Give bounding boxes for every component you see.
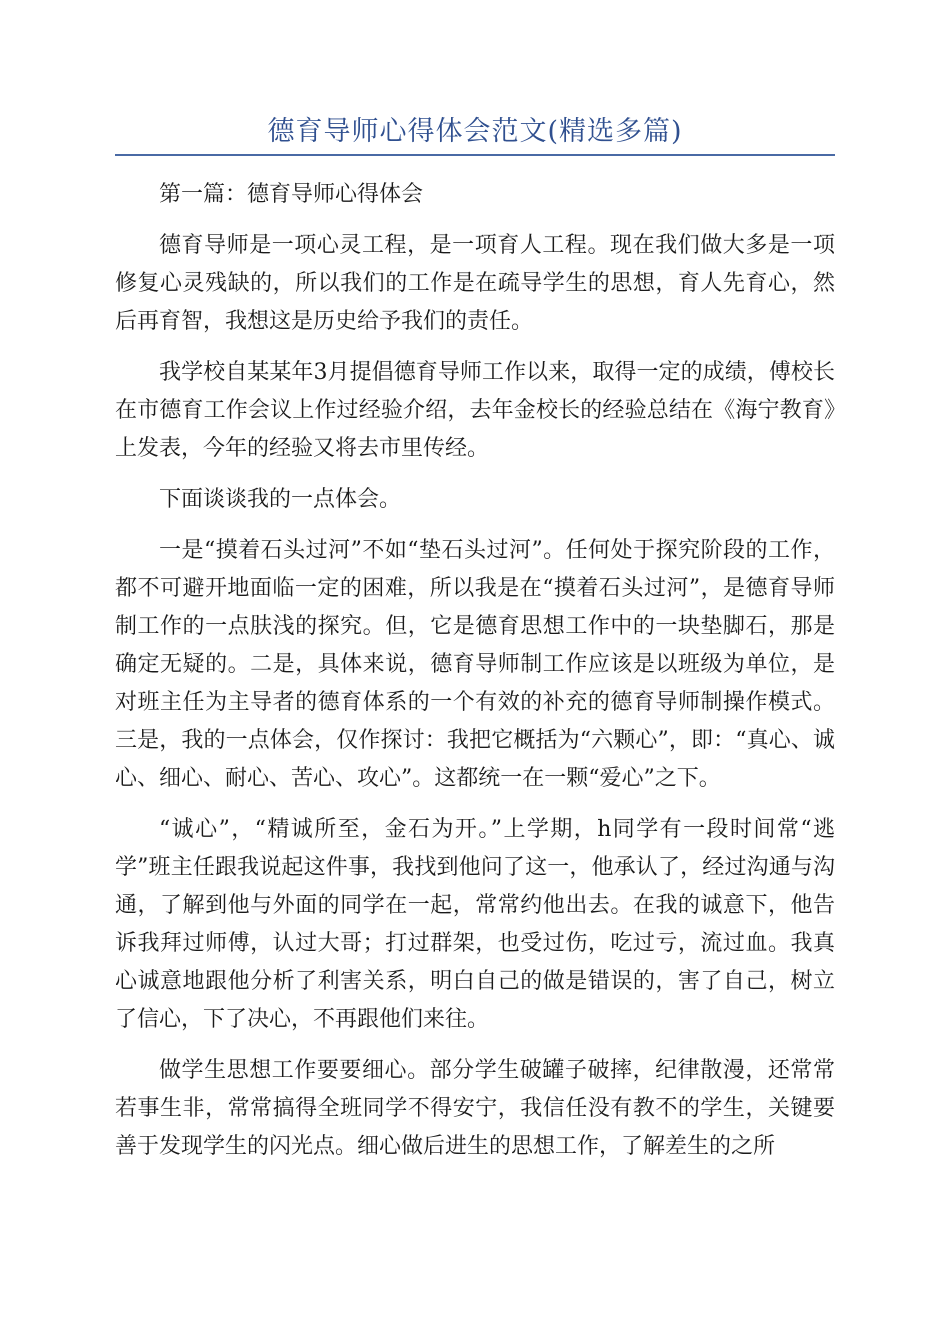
- paragraph: 一是“摸着石头过河”不如“垫石头过河”。任何处于探究阶段的工作，都不可避开地面临一定的困难，所以我是在“摸着石头过河”，是德育导师制工作的一点肤浅的探究。但，它是德育思想工作中的一块垫脚石，那是确定无疑的。二是，具体来说，德育导师制工作应该是以班级为单位，是对班主任为主导者的德育体系的一个有效的补充的德育导师制操作模式。三是，我的一点体会，仅作探讨：我把它概括为“六颗心”，即：“真心、诚心、细心、耐心、苦心、攻心”。这都统一在一颗“爱心”之下。: [115, 538, 835, 791]
- document-body: [115, 176, 835, 1179]
- title-underline: [115, 154, 835, 156]
- document-title: 德育导师心得体会范文(精选多篇): [267, 116, 683, 147]
- section-heading: 第一篇：德育导师心得体会: [159, 182, 424, 207]
- paragraph: 我学校自某某年3月提倡德育导师工作以来，取得一定的成绩，傅校长在市德育工作会议上作过经验介绍，去年金校长的经验总结在《海宁教育》上发表，今年的经验又将去市里传经。: [115, 360, 835, 461]
- paragraph: 德育导师是一项心灵工程，是一项育人工程。现在我们做大多是一项修复心灵残缺的，所以我们的工作是在疏导学生的思想，育人先育心，然后再育智，我想这是历史给予我们的责任。: [115, 233, 835, 334]
- paragraph: “诚心”，“精诚所至，金石为开。”上学期，h同学有一段时间常“逃学”班主任跟我说起这件事，我找到他问了这一，他承认了，经过沟通与沟通，了解到他与外面的同学在一起，常常约他出去。在我的诚意下，他告诉我拜过师傅，认过大哥；打过群架，也受过伤，吃过亏，流过血。我真心诚意地跟他分析了利害关系，明白自己的做是错误的，害了自己，树立了信心，下了决心，不再跟他们来往。: [115, 817, 835, 1032]
- paragraph: 下面谈谈我的一点体会。: [159, 487, 402, 512]
- paragraph: 做学生思想工作要要细心。部分学生破罐子破摔，纪律散漫，还常常若事生非，常常搞得全班同学不得安宁，我信任没有教不的学生，关键要善于发现学生的闪光点。细心做后进生的思想工作，了解差生的之所: [115, 1058, 835, 1159]
